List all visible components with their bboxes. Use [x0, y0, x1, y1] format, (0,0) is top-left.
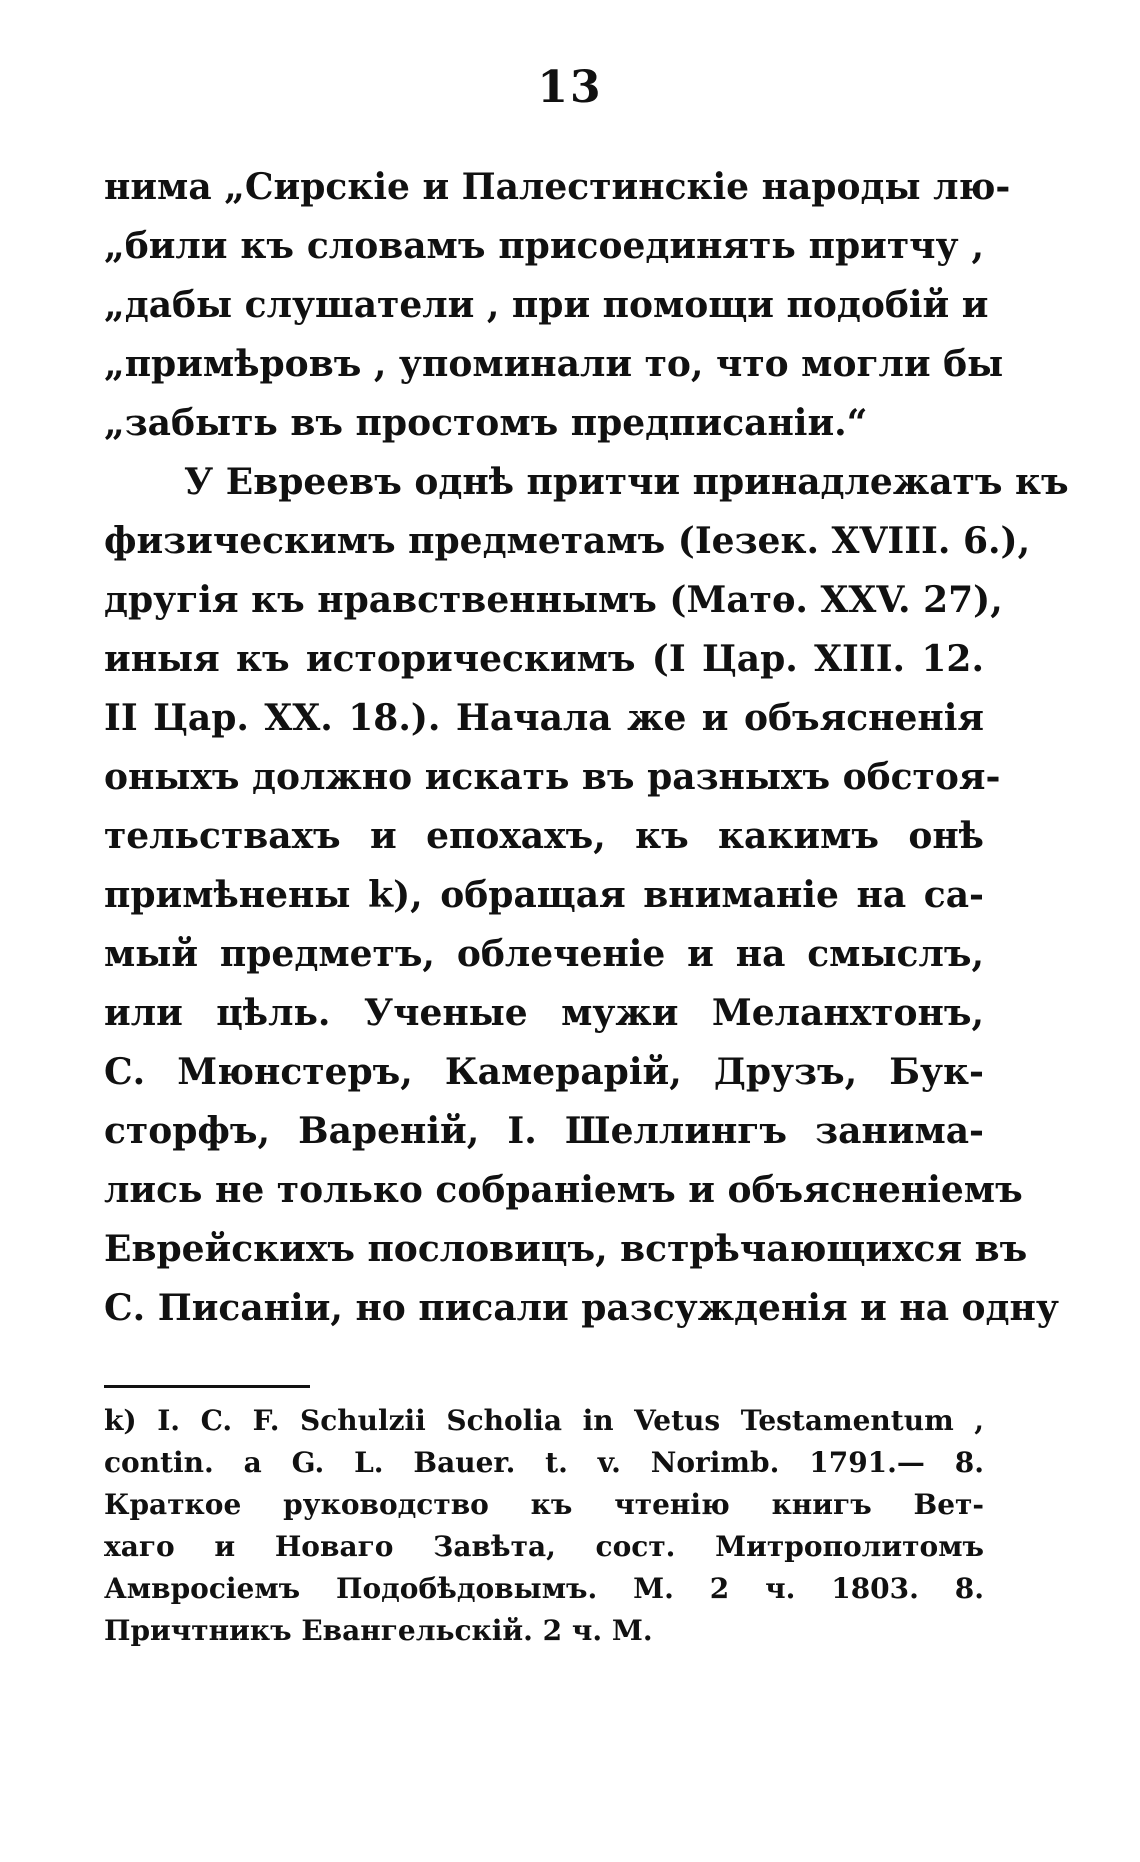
footnote-line: contin. a G. L. Bauer. t. v. Norimb. 1791.— 8.	[104, 1446, 984, 1479]
text-line: „забыть въ простомъ предписаніи.“	[104, 402, 868, 444]
text-line: лись не только собраніемъ и объясненіемъ	[104, 1169, 1023, 1211]
text-line: оныхъ должно искать въ разныхъ обстоя-	[104, 756, 1001, 798]
footnote-line: k) I. C. F. Schulzii Scholia in Vetus Testamentum ,	[104, 1404, 984, 1437]
page-number: 13	[537, 62, 603, 113]
text-line: нима „Сирскіе и Палестинскіе народы лю-	[104, 166, 1011, 208]
text-line: другія къ нравственнымъ (Матѳ. XXV. 27),	[104, 579, 1003, 621]
text-line: „били къ словамъ присоединять притчу ,	[104, 225, 984, 267]
footnote-line: Краткое руководство къ чтенію книгъ Вет-	[104, 1488, 984, 1521]
body-text	[104, 158, 1069, 1338]
text-line: С. Писаніи, но писали разсужденія и на одну	[104, 1287, 1059, 1329]
text-line: или цѣль. Ученые мужи Меланхтонъ,	[104, 992, 984, 1034]
footnote-line: хаго и Новаго Завѣта, сост. Митрополитомъ	[104, 1530, 984, 1563]
text-line: „дабы слушатели , при помощи подобій и	[104, 284, 989, 326]
text-line: сторфъ, Вареній, І. Шеллингъ занима-	[104, 1110, 984, 1152]
footnote-line: Причтникъ Евангельскій. 2 ч. М.	[104, 1614, 653, 1647]
text-line: С. Мюнстеръ, Камерарій, Друзъ, Бук-	[104, 1051, 984, 1093]
text-line: II Цар. XX. 18.). Начала же и объясненія	[104, 697, 984, 739]
footnote-line: Амвросіемъ Подобѣдовымъ. М. 2 ч. 1803. 8.	[104, 1572, 984, 1605]
text-line: мый предметъ, облеченіе и на смыслъ,	[104, 933, 984, 975]
text-line: тельствахъ и епохахъ, къ какимъ онѣ	[104, 815, 984, 857]
text-line: У Евреевъ однѣ притчи принадлежатъ къ	[184, 461, 1069, 503]
footnotes	[104, 1400, 984, 1652]
text-line: „примѣровъ , упоминали то, что могли бы	[104, 343, 1004, 385]
text-line: Еврейскихъ пословицъ, встрѣчающихся въ	[104, 1228, 1028, 1270]
footnote-rule	[104, 1385, 310, 1388]
text-line: физическимъ предметамъ (Іезек. XVIII. 6.),	[104, 520, 1031, 562]
text-line: примѣнены k), обращая вниманіе на са-	[104, 874, 984, 916]
text-line: иныя къ историческимъ (І Цар. XIII. 12.	[104, 638, 984, 680]
